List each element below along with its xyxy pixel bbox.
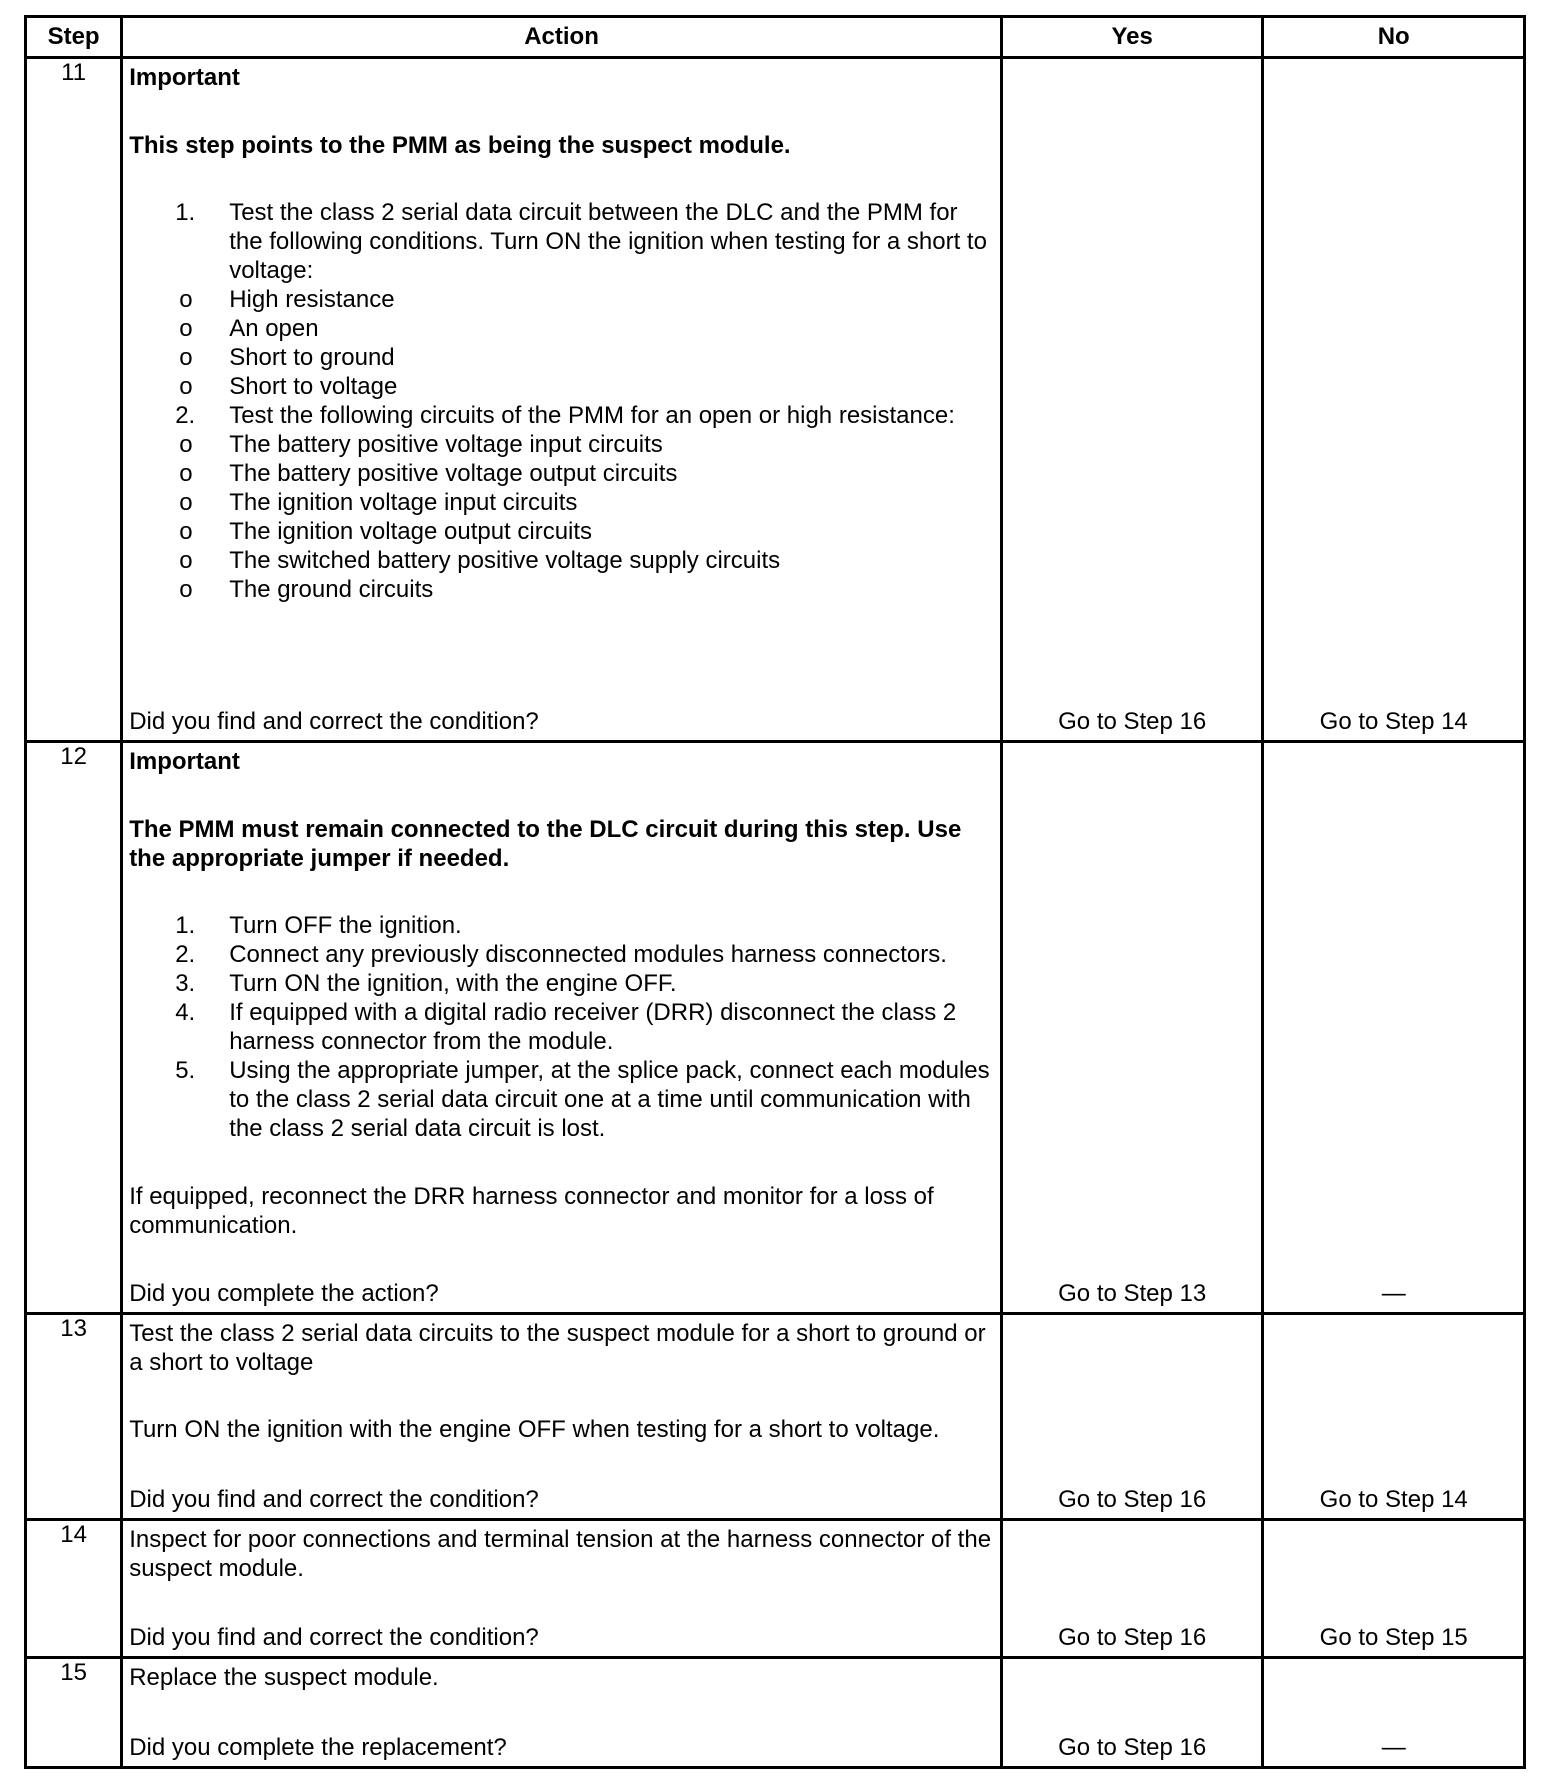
sub-item: o An open xyxy=(129,314,994,343)
action-text: Inspect for poor connections and terminal tension at the harness connector of the suspect module. xyxy=(129,1526,992,1583)
item-number: 1. xyxy=(175,912,196,940)
item-text: Using the appropriate jumper, at the splice pack, connect each modules to the class 2 serial data circuit one at a time until communication with the class 2 serial data circuit is lost. xyxy=(229,1057,990,1143)
yes-result: Go to Step 16 xyxy=(1058,708,1207,736)
question-text: Did you complete the replacement? xyxy=(129,1734,507,1761)
sub-item: o Short to voltage xyxy=(129,372,994,401)
sub-item: o Short to ground xyxy=(129,343,994,372)
item-text: If equipped with a digital radio receiver (DRR) disconnect the class 2 harness connector from the module. xyxy=(229,999,957,1056)
action-text: Turn ON the ignition with the engine OFF when testing for a short to voltage. xyxy=(129,1416,940,1444)
yes-result: Go to Step 16 xyxy=(1058,1734,1207,1761)
no-cell xyxy=(1263,1657,1525,1767)
sub-item: o The ignition voltage output circuits xyxy=(129,517,994,546)
action-cell xyxy=(122,1314,1002,1520)
no-result: Go to Step 15 xyxy=(1319,1623,1468,1651)
table-row-step-13 xyxy=(26,1314,1525,1520)
action-text: Test the class 2 serial data circuits to the suspect module for a short to ground or a short to voltage xyxy=(129,1320,986,1377)
item-text: Test the class 2 serial data circuit between the DLC and the PMM for the following conditions. Turn ON the ignition when testing for a short to voltage: xyxy=(229,199,987,284)
extra-instruction: If equipped, reconnect the DRR harness connector and monitor for a loss of communication. xyxy=(129,1183,934,1240)
action-cell xyxy=(122,742,1002,1314)
item-number: 2. xyxy=(175,941,196,969)
list-item xyxy=(129,969,994,998)
step-number: 11 xyxy=(26,58,122,742)
no-result: — xyxy=(1381,1280,1406,1308)
sub-item: o High resistance xyxy=(129,285,994,314)
action-cell xyxy=(122,1657,1002,1767)
sub-item: o The battery positive voltage output circuits xyxy=(129,459,994,488)
item-text: Turn OFF the ignition. xyxy=(229,912,462,940)
header-no: No xyxy=(1263,17,1525,58)
important-note: This step points to the PMM as being the suspect module. xyxy=(129,132,791,159)
header-row xyxy=(26,17,1525,58)
no-result: Go to Step 14 xyxy=(1319,1486,1468,1514)
question-text: Did you find and correct the condition? xyxy=(129,708,539,736)
no-result: — xyxy=(1381,1734,1406,1761)
list-item xyxy=(129,401,994,430)
yes-result: Go to Step 16 xyxy=(1058,1623,1207,1651)
sub-item: o The ignition voltage input circuits xyxy=(129,488,994,517)
yes-result: Go to Step 16 xyxy=(1058,1486,1207,1514)
diagnostic-table xyxy=(24,15,1526,1769)
step-number: 12 xyxy=(26,742,122,1314)
procedure-list xyxy=(129,401,994,430)
step-number: 15 xyxy=(26,1657,122,1767)
no-cell xyxy=(1263,58,1525,742)
no-cell xyxy=(1263,1520,1525,1657)
sub-item: o The battery positive voltage input circuits xyxy=(129,430,994,459)
step-number: 13 xyxy=(26,1314,122,1520)
important-label: Important xyxy=(129,64,240,91)
sub-item: o The ground circuits xyxy=(129,575,994,604)
header-step: Step xyxy=(26,17,122,58)
question-text: Did you find and correct the condition? xyxy=(129,1623,539,1651)
list-item xyxy=(129,911,994,940)
sub-list xyxy=(129,285,994,401)
table-row-step-11 xyxy=(26,58,1525,742)
yes-cell xyxy=(1001,1520,1263,1657)
no-result: Go to Step 14 xyxy=(1319,708,1468,736)
table-row-step-15 xyxy=(26,1657,1525,1767)
item-number: 5. xyxy=(175,1057,196,1085)
important-note: The PMM must remain connected to the DLC circuit during this step. Use the appropriate jumper if needed. xyxy=(129,816,962,873)
item-number: 2. xyxy=(175,402,196,429)
action-text: Replace the suspect module. xyxy=(129,1663,439,1691)
action-cell xyxy=(122,1520,1002,1657)
item-number: 4. xyxy=(175,999,196,1027)
action-cell xyxy=(122,58,1002,742)
header-yes: Yes xyxy=(1001,17,1263,58)
procedure-list xyxy=(129,911,994,1143)
yes-cell xyxy=(1001,742,1263,1314)
question-text: Did you complete the action? xyxy=(129,1280,439,1308)
list-item xyxy=(129,198,994,285)
yes-cell xyxy=(1001,1657,1263,1767)
step-number: 14 xyxy=(26,1520,122,1657)
item-text: Connect any previously disconnected modules harness connectors. xyxy=(229,941,947,969)
list-item xyxy=(129,1056,994,1143)
table-row-step-14 xyxy=(26,1520,1525,1657)
procedure-list xyxy=(129,198,994,285)
item-text: Test the following circuits of the PMM for an open or high resistance: xyxy=(229,402,955,429)
yes-cell xyxy=(1001,1314,1263,1520)
no-cell xyxy=(1263,742,1525,1314)
item-text: Turn ON the ignition, with the engine OFF. xyxy=(229,970,677,998)
table-row-step-12 xyxy=(26,742,1525,1314)
header-action: Action xyxy=(122,17,1002,58)
no-cell xyxy=(1263,1314,1525,1520)
list-item xyxy=(129,940,994,969)
yes-cell xyxy=(1001,58,1263,742)
item-number: 3. xyxy=(175,970,196,998)
list-item xyxy=(129,998,994,1056)
yes-result: Go to Step 13 xyxy=(1058,1280,1207,1308)
sub-item: o The switched battery positive voltage supply circuits xyxy=(129,546,994,575)
question-text: Did you find and correct the condition? xyxy=(129,1486,539,1514)
item-number: 1. xyxy=(175,199,196,226)
important-label: Important xyxy=(129,748,240,776)
sub-list xyxy=(129,430,994,604)
